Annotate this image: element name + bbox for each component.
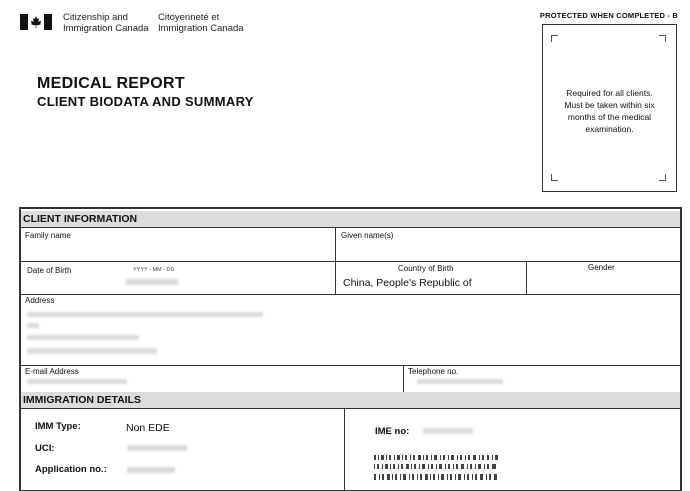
divider — [335, 261, 336, 294]
divider — [335, 228, 336, 261]
imm-type-label: IMM Type: — [35, 421, 81, 432]
crop-mark-bottom-left — [551, 174, 558, 181]
crop-mark-top-right — [659, 35, 666, 42]
address-line-redacted[interactable] — [27, 312, 263, 317]
country-label: Country of Birth — [398, 264, 454, 273]
address-line-redacted[interactable] — [27, 335, 139, 340]
photo-instruction-line: Required for all clients. — [566, 88, 653, 98]
address-line-redacted[interactable] — [27, 323, 39, 328]
application-no-label: Application no.: — [35, 464, 107, 475]
dept-fr-line2: Immigration Canada — [158, 23, 244, 34]
country-value[interactable]: China, People's Republic of — [343, 277, 472, 289]
gender-label: Gender — [588, 263, 615, 272]
given-names-field[interactable] — [339, 239, 679, 259]
divider — [526, 261, 527, 294]
family-name-field[interactable] — [23, 239, 333, 259]
given-names-label: Given name(s) — [341, 231, 394, 240]
protected-label: PROTECTED WHEN COMPLETED - B — [539, 11, 678, 20]
crop-mark-top-left — [551, 35, 558, 42]
dept-en-line1: Citizenship and — [63, 12, 128, 23]
ime-no-value-redacted[interactable] — [423, 428, 473, 434]
divider — [21, 294, 680, 295]
dob-format-hint: YYYY - MM - DD — [133, 267, 175, 273]
page-subtitle: CLIENT BIODATA AND SUMMARY — [37, 94, 254, 109]
uci-label: UCI: — [35, 443, 55, 454]
photo-instruction-line: examination. — [585, 124, 634, 134]
telephone-value-redacted[interactable] — [417, 379, 503, 384]
photo-instructions — [549, 87, 670, 135]
divider — [403, 365, 404, 392]
uci-value-redacted[interactable] — [127, 445, 187, 451]
dept-en-line2: Immigration Canada — [63, 23, 149, 34]
dob-label: Date of Birth — [27, 266, 72, 275]
gender-field[interactable] — [529, 273, 679, 291]
dept-fr-line1: Citoyenneté et — [158, 12, 220, 23]
client-form — [19, 207, 682, 491]
department-name-french — [158, 12, 244, 34]
department-name-english — [63, 12, 149, 34]
divider — [21, 365, 680, 366]
imm-type-value[interactable]: Non EDE — [126, 422, 170, 434]
page-title: MEDICAL REPORT — [37, 75, 185, 92]
divider — [21, 261, 680, 262]
client-info-heading: CLIENT INFORMATION — [21, 211, 680, 228]
application-no-value-redacted[interactable] — [127, 467, 175, 473]
photo-instruction-line: Must be taken within six — [564, 100, 655, 110]
address-label: Address — [25, 296, 55, 305]
family-name-label: Family name — [25, 231, 71, 240]
barcode-redacted — [374, 455, 504, 482]
email-label: E-mail Address — [25, 367, 79, 376]
photo-box[interactable] — [542, 24, 677, 192]
telephone-label: Telephone no. — [408, 367, 459, 376]
email-value-redacted[interactable] — [27, 379, 127, 384]
dob-value-redacted[interactable] — [126, 279, 178, 285]
photo-instruction-line: months of the medical — [567, 112, 652, 122]
address-line-redacted[interactable] — [27, 348, 157, 354]
immigration-heading: IMMIGRATION DETAILS — [21, 392, 680, 409]
crop-mark-bottom-right — [659, 174, 666, 181]
canada-flag-icon — [20, 14, 52, 30]
divider — [344, 409, 345, 491]
ime-no-label: IME no: — [375, 426, 410, 437]
